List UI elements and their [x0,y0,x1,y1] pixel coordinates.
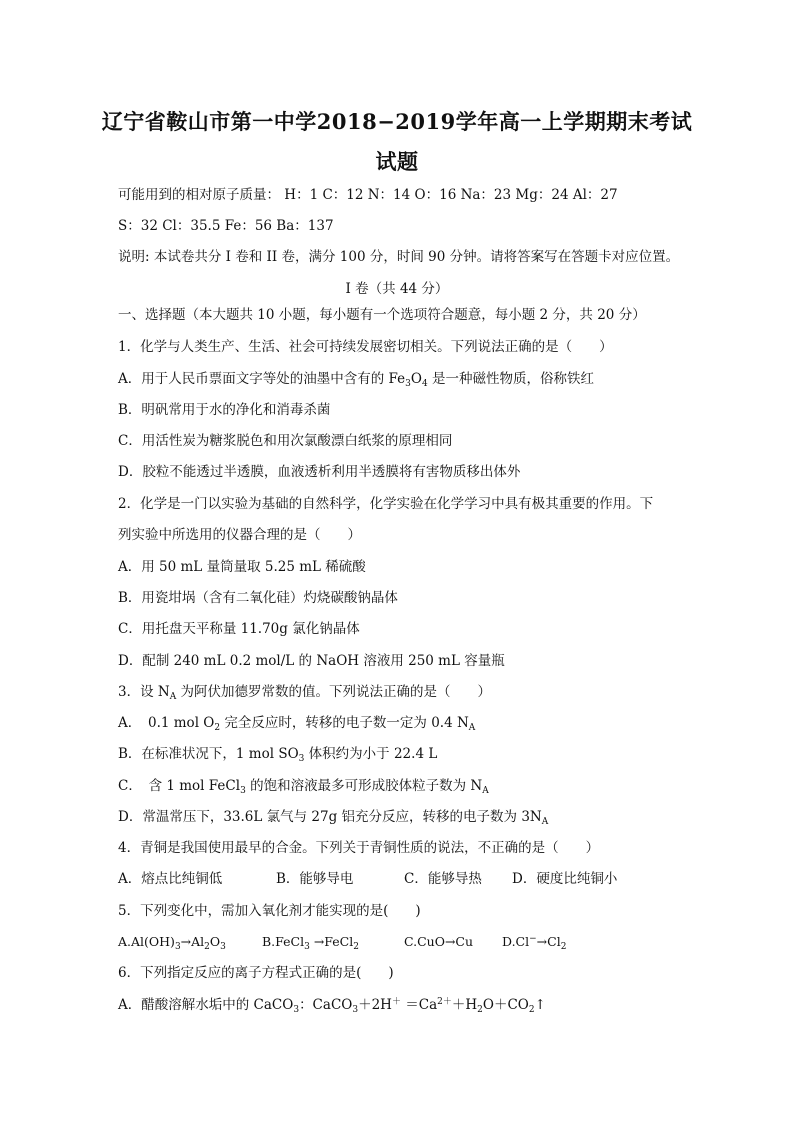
q1-option-c: C．用活性炭为糖浆脱色和用次氯酸漂白纸浆的原理相同 [118,433,453,449]
q1-option-a [118,370,676,388]
q1-a-mid: O [410,371,422,387]
q3-b-post: 体积约为小于 22.4 L [304,746,438,762]
instructions: 说明: 本试卷共分 I 卷和 II 卷，满分 100 分，时间 90 分钟。请将答案写在答题卡对应位置。 [118,249,680,265]
q5-option-c: C.CuO→Cu [404,934,474,949]
q5-stem: 5．下列变化中，需加入氧化剂才能实现的是( ) [118,903,421,919]
q6-a-sub4: 2 [528,1005,535,1015]
q3-stem-post: 为阿伏加德罗常数的值。下列说法正确的是（ ） [176,684,491,700]
q2-option-c: C．用托盘天平称量 11.70g 氯化钠晶体 [118,621,360,637]
q3-stem-sub: A [169,692,177,702]
q3-option-c [118,777,676,795]
q3-c-mid: 的饱和溶液最多可形成胶体粒子数为 N [245,778,483,794]
section-title: 一、选择题（本大题共 10 小题，每小题有一个选项符合题意，每小题 2 分，共 20 分） [118,307,646,323]
q1-a-post: 是一种磁性物质，俗称铁红 [427,371,595,387]
q2-option-b: B．用瓷坩埚（含有二氧化硅）灼烧碳酸钠晶体 [118,590,398,606]
q1-stem: 1．化学与人类生产、生活、社会可持续发展密切相关。下列说法正确的是（ ） [118,339,613,355]
exam-title-line2: 试题 [375,149,419,174]
q1-option-d: D．胶粒不能透过半透膜，血液透析利用半透膜将有害物质移出体外 [118,464,521,480]
q2-stem-line1: 2．化学是一门以实验为基础的自然科学，化学实验在化学学习中具有极其重要的作用。下 [118,496,654,512]
q3-a-mid: 完全反应时，转移的电子数一定为 0.4 N [220,715,469,731]
q5-option-d [502,933,566,951]
q6-a-sub3: 2 [477,1005,483,1015]
q5-d-sup: − [529,934,537,944]
q6-a-sub2: 3 [352,1005,359,1015]
q6-a-mid4: ＋H [451,997,478,1013]
q4-stem: 4．青铜是我国使用最早的合金。下列关于青铜性质的说法，不正确的是（ ） [118,840,600,856]
exam-title-line1: 辽宁省鞍山市第一中学2018−2019学年高一上学期期末考试 [101,109,693,134]
q5-d-mid: →Cl [536,934,561,949]
volume-title: I 卷（共 44 分） [345,281,449,297]
q3-c-pre: C． 含 1 mol FeCl [118,778,241,794]
q5-d-sub: 2 [560,942,567,952]
q1-a-text: A．用于人民币票面文字等处的油墨中含有的 Fe [118,371,406,387]
q6-a-sup2: 2＋ [437,997,452,1007]
q5-option-a [118,933,226,951]
q5-d-pre: D.Cl [502,934,530,949]
q5-b-sub2: 2 [353,942,359,952]
q2-option-d: D．配制 240 mL 0.2 mol/L 的 NaOH 溶液用 250 mL 容量瓶 [118,653,505,669]
atomic-mass-values-1: H：1 C：12 N：14 O：16 Na：23 Mg：24 Al：27 [284,187,618,203]
q3-stem-pre: 3．设 N [118,684,170,700]
q6-stem: 6．下列指定反应的离子方程式正确的是( ) [118,965,394,981]
atomic-mass-row2: S：32 Cl：35.5 Fe：56 Ba：137 [118,218,334,234]
q6-a-mid2: ＋2H [358,997,392,1013]
q5-a-sub3: 3 [220,942,226,952]
q5-a-mid2: O [209,934,221,949]
q1-option-b: B．明矾常用于水的净化和消毒杀菌 [118,402,331,418]
q6-a-post: ↑ [534,997,546,1013]
q4-option-a: A．熔点比纯铜低 [118,871,223,887]
q3-option-b [118,745,676,763]
q3-c-sub: 3 [240,786,246,796]
q3-b-pre: B．在标准状况下，1 mol SO [118,746,299,762]
q5-a-pre: A.Al(OH) [118,934,175,949]
q2-stem-line2: 列实验中所选用的仪器合理的是（ ） [118,527,361,543]
q4-option-c: C．能够导热 [404,871,482,887]
q6-a-sub1: 3 [293,1005,300,1015]
q6-a-pre: A．醋酸溶解水垢中的 CaCO [118,997,294,1013]
q3-a-pre: A． 0.1 mol O [118,715,215,731]
q6-a-mid: ：CaCO [299,997,353,1013]
q5-b-sub1: 3 [304,942,310,952]
q4-option-b: B．能够导电 [276,871,354,887]
q3-d-pre: D．常温常压下，33.6L 氯气与 27g 铝充分反应，转移的电子数为 3N [118,809,542,825]
q3-stem [118,683,676,701]
q5-a-sub1: 3 [174,942,181,952]
q6-a-mid3: ＝Ca [400,997,438,1013]
q3-option-d [118,808,676,826]
q3-b-sub: 3 [298,754,305,764]
q1-a-sub1: 3 [405,379,411,389]
q5-b-mid: →FeCl [309,934,354,949]
q5-option-b [262,933,359,951]
q5-a-sub2: 2 [204,942,210,952]
q5-b-pre: B.FeCl [262,934,305,949]
q3-a-sub: 2 [214,723,221,733]
atomic-mass-row1 [118,186,676,204]
q3-option-a [118,714,676,732]
q1-a-sub2: 4 [421,379,428,389]
q3-c-sub2: A [482,786,489,796]
q2-option-a: A．用 50 mL 量筒量取 5.25 mL 稀硫酸 [118,559,366,575]
q6-option-a [118,996,676,1014]
q4-option-d: D．硬度比纯铜小 [512,871,618,887]
q5-a-mid: →Al [180,934,205,949]
q3-d-sub: A [541,817,549,827]
q3-a-sub2: A [468,723,476,733]
atomic-mass-label: 可能用到的相对原子质量： [118,187,280,203]
q6-a-sup1: ＋ [391,997,401,1007]
q6-a-mid5: O＋CO [482,997,529,1013]
